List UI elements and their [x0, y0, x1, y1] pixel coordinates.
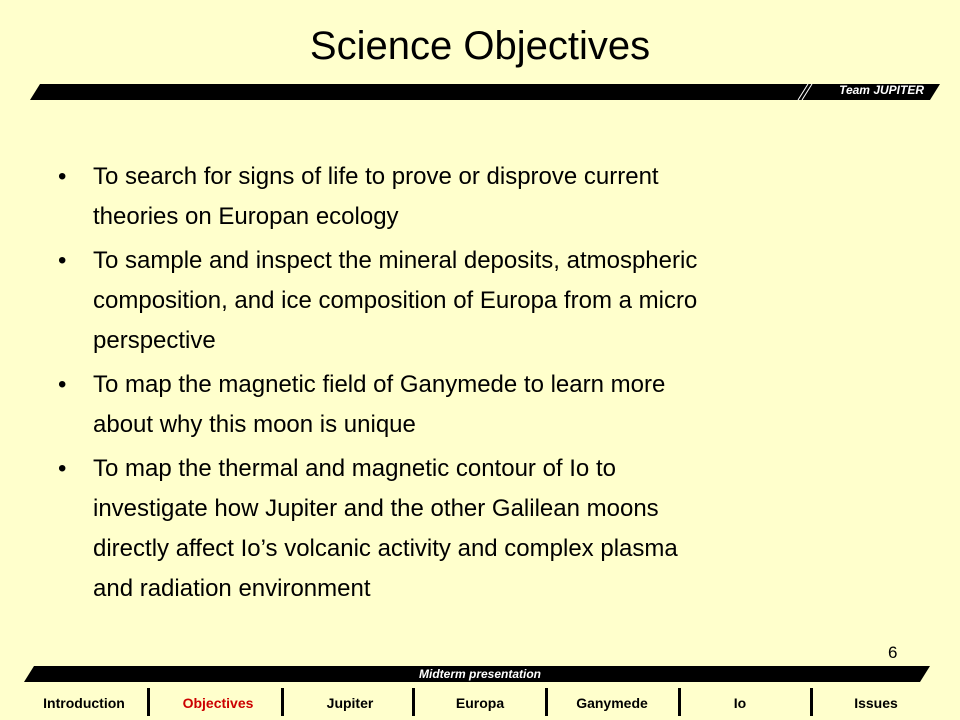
nav-separator — [810, 688, 813, 716]
nav-separator — [412, 688, 415, 716]
bullet-icon: • — [58, 163, 67, 190]
slide-number: 6 — [888, 643, 898, 662]
bullet-text: To map the magnetic field of Ganymede to learn more about why this moon is unique — [93, 371, 666, 438]
bullet-text: To search for signs of life to prove or disprove current theories on Europan ecology — [93, 163, 659, 230]
list-item — [56, 449, 926, 609]
nav-separator — [147, 688, 150, 716]
bullet-icon: • — [58, 455, 67, 482]
footer-label: Midterm presentation — [418, 667, 541, 681]
nav-separator — [281, 688, 284, 716]
list-item — [56, 241, 926, 361]
nav-issues[interactable]: Issues — [854, 695, 898, 711]
slide-navigation — [0, 686, 960, 720]
bullet-text: To sample and inspect the mineral deposits, atmospheric composition, and ice composition of Europa from a micro perspective — [93, 247, 698, 354]
bullet-text: To map the thermal and magnetic contour of Io to investigate how Jupiter and the other Galilean moons directly affect Io’s volcanic activity and complex plasma and radiation environment — [93, 455, 678, 602]
nav-europa[interactable]: Europa — [455, 695, 505, 711]
nav-introduction[interactable]: Introduction — [43, 695, 125, 711]
list-item — [56, 365, 926, 445]
team-label: Team JUPITER — [839, 83, 924, 97]
nav-jupiter[interactable]: Jupiter — [326, 695, 374, 711]
objectives-list — [56, 157, 926, 609]
list-item — [56, 157, 926, 237]
nav-separator — [545, 688, 548, 716]
bullet-icon: • — [58, 247, 67, 274]
slide-title: Science Objectives — [309, 24, 651, 68]
nav-io[interactable]: Io — [733, 695, 747, 711]
nav-ganymede[interactable]: Ganymede — [576, 695, 648, 711]
bullet-icon: • — [58, 371, 67, 398]
nav-separator — [678, 688, 681, 716]
nav-objectives[interactable]: Objectives — [182, 695, 254, 711]
